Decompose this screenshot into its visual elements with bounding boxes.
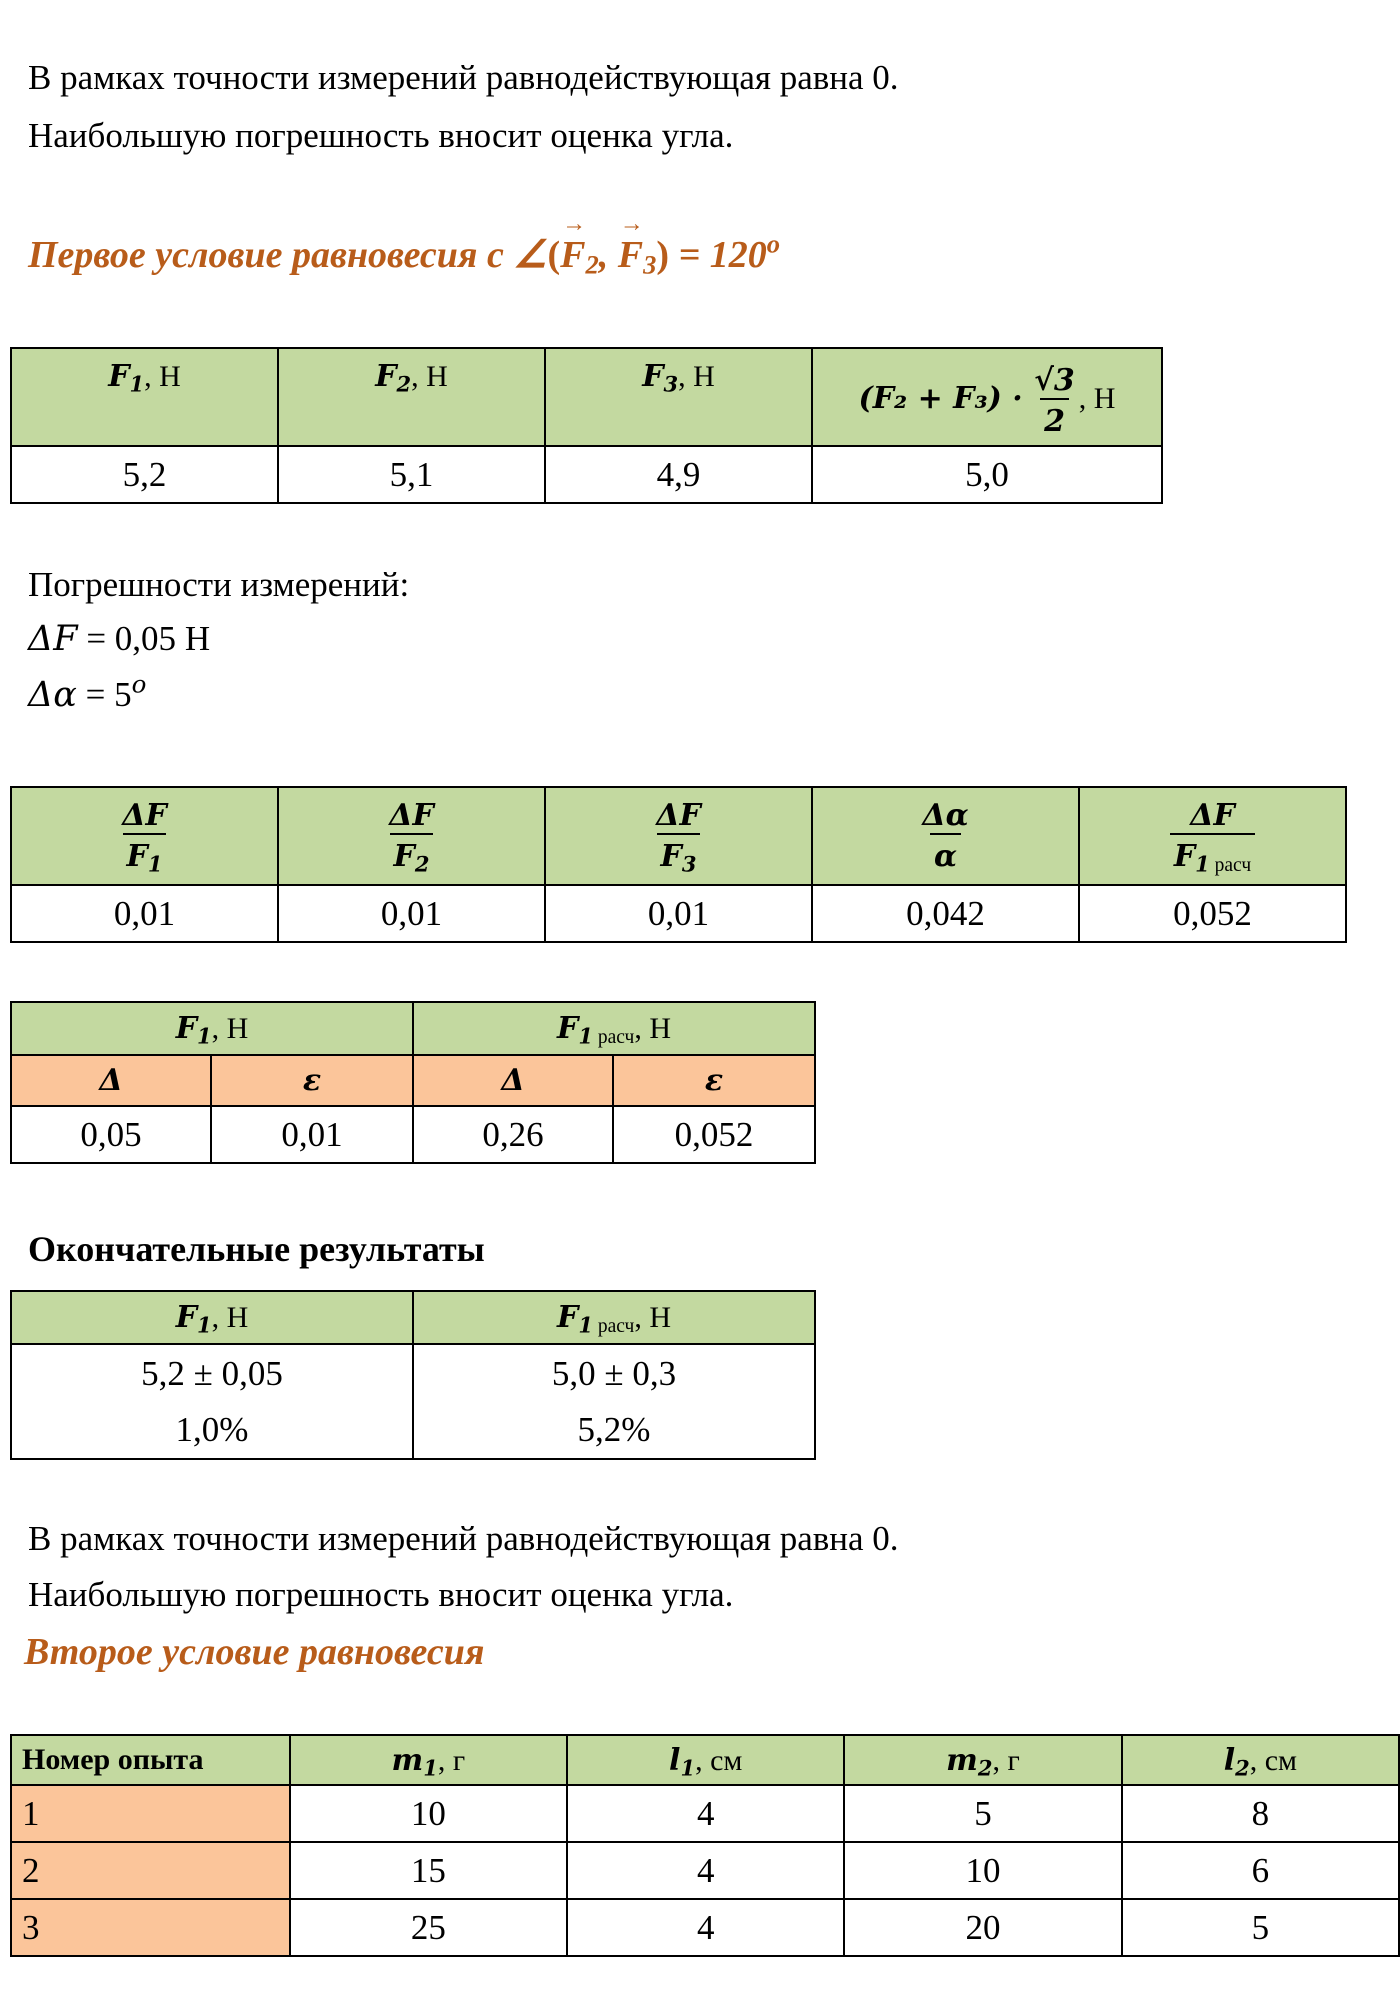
value-cell: 4,9: [545, 446, 812, 503]
value-cell: 5,0: [812, 446, 1162, 503]
value-cell: 0,01: [545, 885, 812, 942]
header-cell: $F_1$, Н: [11, 1002, 413, 1055]
value-cell: 0,05: [11, 1106, 211, 1163]
value-cell: 20: [844, 1899, 1121, 1956]
paragraph-line: Наибольшую погрешность вносит оценка угла.: [28, 1575, 734, 1614]
header-cell: ε: [211, 1055, 413, 1106]
header-cell: $F_2$, Н: [278, 348, 545, 446]
value-cell: 5,2: [11, 446, 278, 503]
value-cell: 0,042: [812, 885, 1079, 942]
value-cell: 5: [1122, 1899, 1399, 1956]
value-cell: 10: [290, 1785, 567, 1842]
table-row: [11, 1785, 1399, 1842]
header-cell: $F_1$, Н: [11, 1291, 413, 1344]
row-number-cell: 3: [11, 1899, 290, 1956]
value-line: 5,2%: [577, 1409, 651, 1449]
value-cell: 0,01: [211, 1106, 413, 1163]
header-cell: $l_2$, см: [1122, 1735, 1399, 1785]
section-heading-second-condition: Второе условие равновесия: [24, 1631, 485, 1673]
forces-table: [10, 347, 1163, 504]
row-number-cell: 1: [11, 1785, 290, 1842]
header-cell: ε: [613, 1055, 815, 1106]
section-heading-first-condition: Первое условие равновесия с ∠(→ $F_2$, → $F_3) = 120^o$: [28, 232, 780, 277]
delta-alpha-line: $\Delta\alpha = 5^o$: [28, 669, 147, 715]
abs-rel-errors-table: [10, 1001, 816, 1164]
row-number-cell: 2: [11, 1842, 290, 1899]
value-line: 1,0%: [175, 1409, 249, 1449]
errors-title: Погрешности измерений:: [28, 565, 410, 604]
header-cell: $\frac{\Delta F}{F_1}$: [11, 787, 278, 885]
value-cell: 25: [290, 1899, 567, 1956]
relative-errors-table: [10, 786, 1347, 943]
paragraph-line: В рамках точности измерений равнодействующая равна 0.: [28, 58, 899, 97]
value-cell: 0,052: [1079, 885, 1346, 942]
value-cell: [413, 1344, 815, 1459]
fraction: $\frac{√3}{2}$: [1034, 363, 1075, 439]
header-cell: Δ: [11, 1055, 211, 1106]
header-cell: $F_3$, Н: [545, 348, 812, 446]
paragraph-line: Наибольшую погрешность вносит оценка угла.: [28, 116, 734, 155]
value-cell: 0,01: [278, 885, 545, 942]
final-results-table: [10, 1290, 816, 1460]
value-line: 5,2 ± 0,05: [141, 1353, 283, 1393]
value-line: 5,0 ± 0,3: [551, 1353, 677, 1393]
header-cell: (F₂ + F₃) · $\frac{√3}{2}$ , Н: [812, 348, 1162, 446]
header-cell: $\frac{\Delta F}{F_3}$: [545, 787, 812, 885]
value-cell: 15: [290, 1842, 567, 1899]
value-cell: 10: [844, 1842, 1121, 1899]
value-cell: [11, 1344, 413, 1459]
value-cell: 6: [1122, 1842, 1399, 1899]
header-cell: $F_1$ $_{расч}$, Н: [413, 1002, 815, 1055]
value-cell: 0,26: [413, 1106, 613, 1163]
heading-text: Первое условие равновесия с ∠: [28, 234, 548, 276]
vector-f3: → F: [618, 233, 643, 277]
value-cell: 0,052: [613, 1106, 815, 1163]
value-cell: 4: [567, 1785, 844, 1842]
vector-f2: → F: [560, 233, 585, 277]
value-cell: 8: [1122, 1785, 1399, 1842]
final-results-title: Окончательные результаты: [28, 1229, 485, 1269]
header-cell: Номер опыта: [11, 1735, 290, 1785]
table-row: [11, 1842, 1399, 1899]
value-cell: 4: [567, 1842, 844, 1899]
header-cell: $l_1$, см: [567, 1735, 844, 1785]
paragraph-line: В рамках точности измерений равнодействующая равна 0.: [28, 1519, 899, 1558]
header-cell: $m_2$, г: [844, 1735, 1121, 1785]
moments-table: [10, 1734, 1400, 1957]
value-cell: 4: [567, 1899, 844, 1956]
value-cell: 5,1: [278, 446, 545, 503]
value-cell: 5: [844, 1785, 1121, 1842]
value-cell: 0,01: [11, 885, 278, 942]
header-cell: $\frac{\Delta\alpha}{\alpha}$: [812, 787, 1079, 885]
header-cell: $m_1$, г: [290, 1735, 567, 1785]
header-cell: Δ: [413, 1055, 613, 1106]
header-cell: $\frac{\Delta F}{F_1 _{расч}}$: [1079, 787, 1346, 885]
header-cell: $\frac{\Delta F}{F_2}$: [278, 787, 545, 885]
header-cell: $F_1$ $_{расч}$, Н: [413, 1291, 815, 1344]
table-row: [11, 1899, 1399, 1956]
header-cell: $F_1$, Н: [11, 348, 278, 446]
delta-f-line: ΔF = 0,05 Н: [28, 619, 211, 659]
